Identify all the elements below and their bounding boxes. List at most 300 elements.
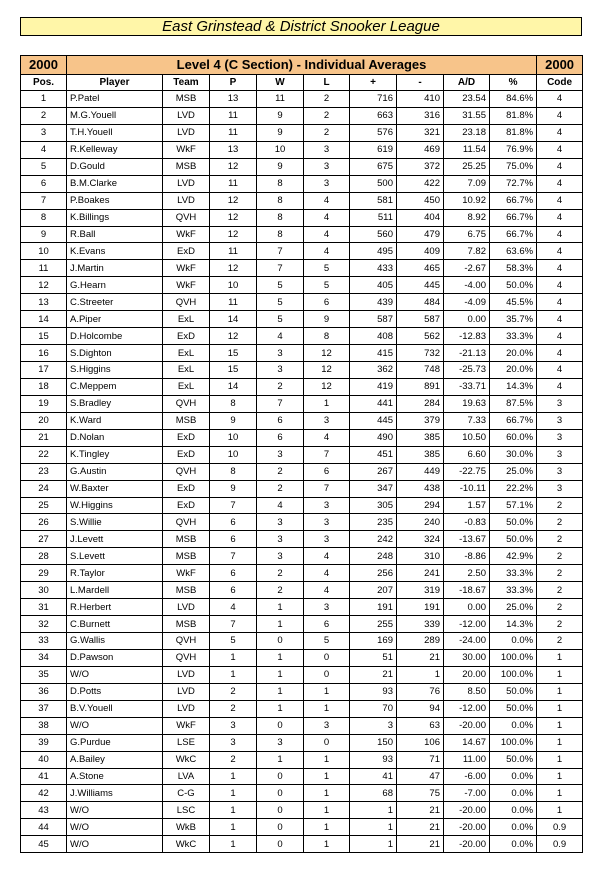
cell-points-for: 716: [350, 91, 397, 108]
cell-code: 4: [537, 277, 583, 294]
cell-team: WkF: [163, 226, 210, 243]
table-row: [21, 429, 583, 446]
cell-average-difference: 6.75: [444, 226, 490, 243]
cell-pos: 6: [21, 175, 67, 192]
cell-win-percent: 0.0%: [490, 768, 537, 785]
cell-player: S.Higgins: [67, 362, 163, 379]
cell-average-difference: -0.83: [444, 514, 490, 531]
cell-player: W/O: [67, 717, 163, 734]
cell-lost: 1: [304, 802, 350, 819]
cell-code: 4: [537, 107, 583, 124]
cell-played: 13: [210, 141, 257, 158]
cell-average-difference: 10.92: [444, 192, 490, 209]
cell-played: 3: [210, 717, 257, 734]
cell-win-percent: 100.0%: [490, 666, 537, 683]
cell-points-for: 255: [350, 616, 397, 633]
cell-lost: 1: [304, 768, 350, 785]
cell-average-difference: 25.25: [444, 158, 490, 175]
cell-code: 1: [537, 751, 583, 768]
cell-played: 2: [210, 700, 257, 717]
cell-won: 0: [257, 819, 304, 836]
cell-pos: 29: [21, 565, 67, 582]
cell-lost: 5: [304, 277, 350, 294]
cell-win-percent: 14.3%: [490, 378, 537, 395]
cell-player: D.Pawson: [67, 649, 163, 666]
cell-points-against: 438: [397, 480, 444, 497]
cell-points-for: 3: [350, 717, 397, 734]
col-header-team: Team: [163, 75, 210, 91]
cell-points-for: 619: [350, 141, 397, 158]
cell-average-difference: -12.00: [444, 700, 490, 717]
cell-points-against: 469: [397, 141, 444, 158]
cell-pos: 1: [21, 91, 67, 108]
cell-points-for: 1: [350, 802, 397, 819]
cell-points-against: 21: [397, 802, 444, 819]
cell-lost: 2: [304, 107, 350, 124]
cell-won: 2: [257, 378, 304, 395]
cell-win-percent: 75.0%: [490, 158, 537, 175]
table-row: [21, 582, 583, 599]
cell-average-difference: -12.83: [444, 328, 490, 345]
table-row: [21, 565, 583, 582]
league-title: East Grinstead & District Snooker League: [20, 17, 582, 36]
cell-points-for: 150: [350, 734, 397, 751]
table-row: [21, 192, 583, 209]
cell-win-percent: 25.0%: [490, 599, 537, 616]
cell-player: P.Patel: [67, 91, 163, 108]
cell-points-against: 404: [397, 209, 444, 226]
cell-won: 3: [257, 362, 304, 379]
cell-code: 4: [537, 124, 583, 141]
cell-points-against: 587: [397, 311, 444, 328]
cell-code: 4: [537, 378, 583, 395]
cell-player: B.M.Clarke: [67, 175, 163, 192]
cell-code: 3: [537, 446, 583, 463]
cell-code: 3: [537, 463, 583, 480]
cell-pos: 24: [21, 480, 67, 497]
cell-lost: 4: [304, 209, 350, 226]
cell-points-for: 490: [350, 429, 397, 446]
cell-won: 8: [257, 175, 304, 192]
cell-won: 2: [257, 480, 304, 497]
cell-points-for: 21: [350, 666, 397, 683]
cell-pos: 43: [21, 802, 67, 819]
cell-played: 9: [210, 412, 257, 429]
cell-player: W/O: [67, 802, 163, 819]
cell-lost: 4: [304, 243, 350, 260]
cell-average-difference: -21.13: [444, 345, 490, 362]
cell-played: 14: [210, 378, 257, 395]
cell-won: 4: [257, 328, 304, 345]
cell-pos: 7: [21, 192, 67, 209]
cell-code: 4: [537, 192, 583, 209]
table-row: [21, 158, 583, 175]
cell-win-percent: 72.7%: [490, 175, 537, 192]
cell-points-against: 891: [397, 378, 444, 395]
cell-code: 1: [537, 683, 583, 700]
cell-lost: 2: [304, 91, 350, 108]
table-row: [21, 633, 583, 650]
cell-win-percent: 66.7%: [490, 209, 537, 226]
cell-points-against: 289: [397, 633, 444, 650]
cell-played: 3: [210, 734, 257, 751]
cell-average-difference: 0.00: [444, 311, 490, 328]
cell-average-difference: 23.54: [444, 91, 490, 108]
table-row: [21, 836, 583, 853]
cell-team: ExD: [163, 446, 210, 463]
cell-pos: 42: [21, 785, 67, 802]
cell-win-percent: 35.7%: [490, 311, 537, 328]
cell-pos: 17: [21, 362, 67, 379]
cell-average-difference: 6.60: [444, 446, 490, 463]
table-row: [21, 395, 583, 412]
cell-win-percent: 100.0%: [490, 734, 537, 751]
cell-lost: 4: [304, 192, 350, 209]
cell-lost: 8: [304, 328, 350, 345]
cell-points-for: 70: [350, 700, 397, 717]
cell-win-percent: 45.5%: [490, 294, 537, 311]
cell-average-difference: -10.11: [444, 480, 490, 497]
cell-points-for: 191: [350, 599, 397, 616]
cell-points-for: 451: [350, 446, 397, 463]
cell-won: 9: [257, 107, 304, 124]
col-header-code: Code: [537, 75, 583, 91]
cell-team: ExD: [163, 497, 210, 514]
cell-code: 4: [537, 226, 583, 243]
table-row: [21, 141, 583, 158]
cell-team: MSB: [163, 91, 210, 108]
cell-player: R.Ball: [67, 226, 163, 243]
cell-won: 3: [257, 514, 304, 531]
cell-code: 3: [537, 412, 583, 429]
cell-player: C.Burnett: [67, 616, 163, 633]
cell-win-percent: 0.0%: [490, 717, 537, 734]
cell-played: 14: [210, 311, 257, 328]
cell-played: 2: [210, 751, 257, 768]
section-heading: Level 4 (C Section) - Individual Averages: [67, 56, 537, 75]
cell-won: 5: [257, 277, 304, 294]
cell-code: 4: [537, 345, 583, 362]
cell-points-for: 587: [350, 311, 397, 328]
cell-team: MSB: [163, 582, 210, 599]
cell-win-percent: 58.3%: [490, 260, 537, 277]
cell-win-percent: 76.9%: [490, 141, 537, 158]
cell-team: ExD: [163, 328, 210, 345]
cell-lost: 1: [304, 836, 350, 853]
cell-won: 3: [257, 446, 304, 463]
cell-team: QVH: [163, 209, 210, 226]
cell-points-against: 106: [397, 734, 444, 751]
cell-won: 2: [257, 565, 304, 582]
cell-lost: 3: [304, 141, 350, 158]
table-row: [21, 480, 583, 497]
cell-code: 4: [537, 91, 583, 108]
cell-won: 5: [257, 311, 304, 328]
cell-team: LVD: [163, 107, 210, 124]
cell-lost: 3: [304, 175, 350, 192]
cell-average-difference: 0.00: [444, 599, 490, 616]
cell-win-percent: 20.0%: [490, 345, 537, 362]
cell-points-against: 562: [397, 328, 444, 345]
cell-win-percent: 0.0%: [490, 802, 537, 819]
cell-code: 4: [537, 260, 583, 277]
cell-team: ExD: [163, 429, 210, 446]
cell-won: 1: [257, 683, 304, 700]
cell-pos: 15: [21, 328, 67, 345]
cell-won: 9: [257, 158, 304, 175]
cell-lost: 3: [304, 158, 350, 175]
cell-points-for: 267: [350, 463, 397, 480]
cell-lost: 12: [304, 362, 350, 379]
cell-pos: 45: [21, 836, 67, 853]
table-row: [21, 412, 583, 429]
cell-player: C.Meppem: [67, 378, 163, 395]
table-row: [21, 328, 583, 345]
cell-player: B.V.Youell: [67, 700, 163, 717]
cell-code: 2: [537, 599, 583, 616]
cell-player: A.Piper: [67, 311, 163, 328]
table-row: [21, 294, 583, 311]
cell-played: 1: [210, 785, 257, 802]
cell-win-percent: 30.0%: [490, 446, 537, 463]
cell-lost: 7: [304, 480, 350, 497]
cell-pos: 4: [21, 141, 67, 158]
cell-won: 5: [257, 294, 304, 311]
cell-points-for: 419: [350, 378, 397, 395]
cell-points-for: 248: [350, 548, 397, 565]
cell-player: W/O: [67, 819, 163, 836]
cell-team: LVD: [163, 683, 210, 700]
table-row: [21, 819, 583, 836]
cell-played: 1: [210, 836, 257, 853]
cell-won: 2: [257, 582, 304, 599]
cell-average-difference: -4.09: [444, 294, 490, 311]
cell-win-percent: 50.0%: [490, 277, 537, 294]
cell-points-for: 93: [350, 751, 397, 768]
cell-player: K.Evans: [67, 243, 163, 260]
table-row: [21, 683, 583, 700]
cell-win-percent: 33.3%: [490, 565, 537, 582]
col-header-played: P: [210, 75, 257, 91]
cell-average-difference: 7.09: [444, 175, 490, 192]
cell-lost: 1: [304, 700, 350, 717]
cell-won: 1: [257, 649, 304, 666]
cell-pos: 9: [21, 226, 67, 243]
cell-points-against: 191: [397, 599, 444, 616]
cell-average-difference: -4.00: [444, 277, 490, 294]
cell-code: 3: [537, 429, 583, 446]
cell-pos: 30: [21, 582, 67, 599]
cell-lost: 4: [304, 226, 350, 243]
cell-code: 4: [537, 175, 583, 192]
cell-points-against: 385: [397, 429, 444, 446]
cell-code: 4: [537, 243, 583, 260]
cell-average-difference: -12.00: [444, 616, 490, 633]
table-row: [21, 548, 583, 565]
cell-played: 7: [210, 497, 257, 514]
cell-player: R.Herbert: [67, 599, 163, 616]
cell-pos: 2: [21, 107, 67, 124]
cell-pos: 16: [21, 345, 67, 362]
cell-player: G.Hearn: [67, 277, 163, 294]
cell-code: 4: [537, 328, 583, 345]
cell-points-for: 675: [350, 158, 397, 175]
cell-lost: 3: [304, 412, 350, 429]
cell-code: 0.9: [537, 836, 583, 853]
cell-lost: 4: [304, 565, 350, 582]
cell-points-for: 362: [350, 362, 397, 379]
cell-team: WkB: [163, 819, 210, 836]
cell-played: 10: [210, 277, 257, 294]
col-header-points-against: -: [397, 75, 444, 91]
cell-pos: 31: [21, 599, 67, 616]
cell-played: 1: [210, 666, 257, 683]
cell-average-difference: 7.82: [444, 243, 490, 260]
cell-average-difference: -13.67: [444, 531, 490, 548]
cell-points-against: 379: [397, 412, 444, 429]
cell-player: G.Austin: [67, 463, 163, 480]
cell-pos: 12: [21, 277, 67, 294]
table-row: [21, 531, 583, 548]
cell-win-percent: 0.0%: [490, 819, 537, 836]
cell-player: S.Dighton: [67, 345, 163, 362]
cell-lost: 12: [304, 378, 350, 395]
cell-code: 4: [537, 294, 583, 311]
cell-average-difference: 7.33: [444, 412, 490, 429]
cell-pos: 44: [21, 819, 67, 836]
cell-code: 4: [537, 209, 583, 226]
cell-lost: 3: [304, 531, 350, 548]
cell-pos: 13: [21, 294, 67, 311]
cell-won: 8: [257, 209, 304, 226]
cell-played: 7: [210, 616, 257, 633]
cell-team: ExL: [163, 378, 210, 395]
cell-average-difference: 11.54: [444, 141, 490, 158]
cell-points-against: 21: [397, 649, 444, 666]
cell-played: 9: [210, 480, 257, 497]
cell-won: 1: [257, 751, 304, 768]
cell-points-for: 511: [350, 209, 397, 226]
cell-pos: 19: [21, 395, 67, 412]
cell-average-difference: 14.67: [444, 734, 490, 751]
cell-points-for: 439: [350, 294, 397, 311]
cell-points-against: 1: [397, 666, 444, 683]
cell-team: MSB: [163, 548, 210, 565]
cell-team: LVD: [163, 175, 210, 192]
cell-average-difference: 1.57: [444, 497, 490, 514]
cell-code: 2: [537, 565, 583, 582]
cell-team: LVD: [163, 124, 210, 141]
cell-code: 1: [537, 734, 583, 751]
cell-lost: 6: [304, 294, 350, 311]
cell-played: 8: [210, 463, 257, 480]
cell-lost: 12: [304, 345, 350, 362]
cell-pos: 39: [21, 734, 67, 751]
cell-played: 11: [210, 243, 257, 260]
cell-win-percent: 25.0%: [490, 463, 537, 480]
cell-played: 2: [210, 683, 257, 700]
table-row: [21, 649, 583, 666]
col-header-points-for: +: [350, 75, 397, 91]
cell-code: 2: [537, 616, 583, 633]
section-band: [21, 56, 583, 75]
cell-win-percent: 0.0%: [490, 836, 537, 853]
cell-won: 0: [257, 717, 304, 734]
cell-pos: 21: [21, 429, 67, 446]
cell-played: 10: [210, 429, 257, 446]
column-header-row: [21, 75, 583, 91]
cell-lost: 0: [304, 734, 350, 751]
cell-code: 1: [537, 700, 583, 717]
cell-points-for: 256: [350, 565, 397, 582]
cell-lost: 1: [304, 751, 350, 768]
col-header-pos: Pos.: [21, 75, 67, 91]
cell-win-percent: 50.0%: [490, 751, 537, 768]
cell-team: LVD: [163, 666, 210, 683]
cell-points-for: 1: [350, 819, 397, 836]
cell-pos: 36: [21, 683, 67, 700]
table-row: [21, 362, 583, 379]
cell-team: MSB: [163, 158, 210, 175]
cell-won: 10: [257, 141, 304, 158]
cell-points-against: 484: [397, 294, 444, 311]
cell-won: 0: [257, 768, 304, 785]
cell-won: 0: [257, 836, 304, 853]
cell-won: 8: [257, 192, 304, 209]
cell-won: 0: [257, 802, 304, 819]
cell-code: 2: [537, 633, 583, 650]
cell-win-percent: 66.7%: [490, 192, 537, 209]
cell-points-for: 495: [350, 243, 397, 260]
cell-lost: 1: [304, 819, 350, 836]
cell-team: QVH: [163, 294, 210, 311]
cell-points-against: 294: [397, 497, 444, 514]
cell-played: 6: [210, 514, 257, 531]
cell-lost: 4: [304, 548, 350, 565]
cell-lost: 6: [304, 463, 350, 480]
cell-win-percent: 50.0%: [490, 531, 537, 548]
cell-average-difference: -33.71: [444, 378, 490, 395]
year-right: 2000: [537, 56, 583, 75]
cell-code: 2: [537, 582, 583, 599]
cell-points-against: 310: [397, 548, 444, 565]
cell-played: 4: [210, 599, 257, 616]
cell-pos: 11: [21, 260, 67, 277]
cell-points-for: 242: [350, 531, 397, 548]
cell-points-for: 68: [350, 785, 397, 802]
cell-code: 4: [537, 362, 583, 379]
cell-won: 6: [257, 429, 304, 446]
cell-code: 2: [537, 514, 583, 531]
cell-pos: 18: [21, 378, 67, 395]
cell-lost: 5: [304, 260, 350, 277]
table-row: [21, 378, 583, 395]
cell-points-against: 422: [397, 175, 444, 192]
cell-points-for: 93: [350, 683, 397, 700]
cell-points-for: 576: [350, 124, 397, 141]
cell-played: 6: [210, 582, 257, 599]
cell-played: 12: [210, 209, 257, 226]
cell-player: R.Taylor: [67, 565, 163, 582]
cell-player: P.Boakes: [67, 192, 163, 209]
cell-average-difference: -22.75: [444, 463, 490, 480]
cell-win-percent: 0.0%: [490, 785, 537, 802]
cell-points-against: 450: [397, 192, 444, 209]
cell-team: WkF: [163, 717, 210, 734]
table-row: [21, 497, 583, 514]
table-row: [21, 175, 583, 192]
table-row: [21, 226, 583, 243]
